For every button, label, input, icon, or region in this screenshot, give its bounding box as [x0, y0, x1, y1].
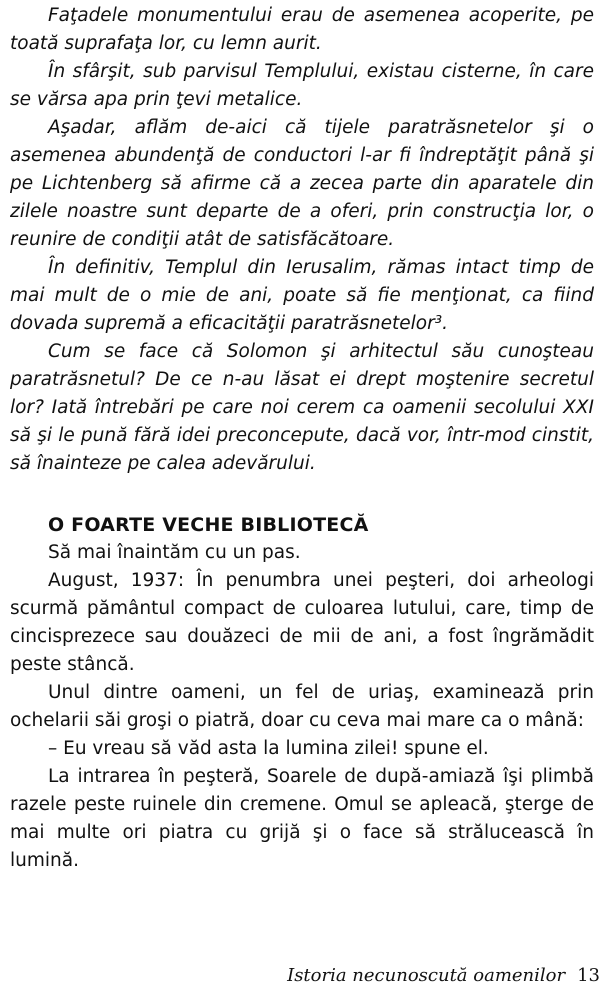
paragraph: În sfârşit, sub parvisul Templului, existau cisterne, în care se vărsa apa prin ţevi metalice. [10, 61, 594, 110]
section-heading: O FOARTE VECHE BIBLIOTECĂ [48, 514, 369, 536]
page-footer [287, 964, 600, 988]
page-number: 13 [577, 965, 600, 986]
paragraph: În definitiv, Templul din Ierusalim, rămas intact timp de mai mult de o mie de ani, poate să fie menţionat, ca fiind dovada supremă a eficacităţii paratrăsnetelor³. [10, 257, 594, 334]
section-library [10, 511, 594, 875]
paragraph: La intrarea în peşteră, Soarele de după-amiază îşi plimbă razele peste ruinele din cremene. Omul se apleacă, şterge de mai multe ori piatra cu grijă şi o face să strălucească în lumină. [10, 766, 594, 871]
paragraph: Cum se face că Solomon şi arhitectul său cunoşteau paratrăsnetul? De ce n-au lăsat ei drept moştenire secretul lor? Iată întrebări pe care noi cerem ca oamenii secolului XXI să şi le pună fără idei preconcepute, dacă vor, într-mod cinstit, să înainteze pe calea adevărului. [10, 341, 594, 474]
paragraph: Unul dintre oameni, un fel de uriaş, examinează prin ochelarii săi groşi o piatră, doar cu ceva mai mare ca o mână: [10, 682, 594, 731]
paragraph: – Eu vreau să văd asta la lumina zilei! spune el. [48, 738, 489, 759]
paragraph: August, 1937: În penumbra unei peşteri, doi arheologi scurmă pământul compact de culoarea lutului, care, timp de cincisprezece sau douăzeci de mii de ani, a fost îngrămădit peste stâncă. [10, 570, 594, 675]
section-temple [10, 2, 594, 478]
book-page [10, 2, 594, 875]
paragraph: Să mai înaintăm cu un pas. [48, 542, 301, 563]
paragraph: Aşadar, aflăm de-aici că tijele paratrăsnetelor şi o asemenea abundenţă de conductori l-ar fi îndreptăţit până şi pe Lichtenberg să afirme că a zecea parte din aparatele din zilele noastre sunt departe de a oferi, prin construcţia lor, o reunire de condiţii atât de satisfăcătoare. [10, 117, 594, 250]
paragraph: Faţadele monumentului erau de asemenea acoperite, pe toată suprafaţa lor, cu lemn aurit. [10, 5, 594, 54]
running-book-title: Istoria necunoscută oamenilor [287, 965, 566, 986]
